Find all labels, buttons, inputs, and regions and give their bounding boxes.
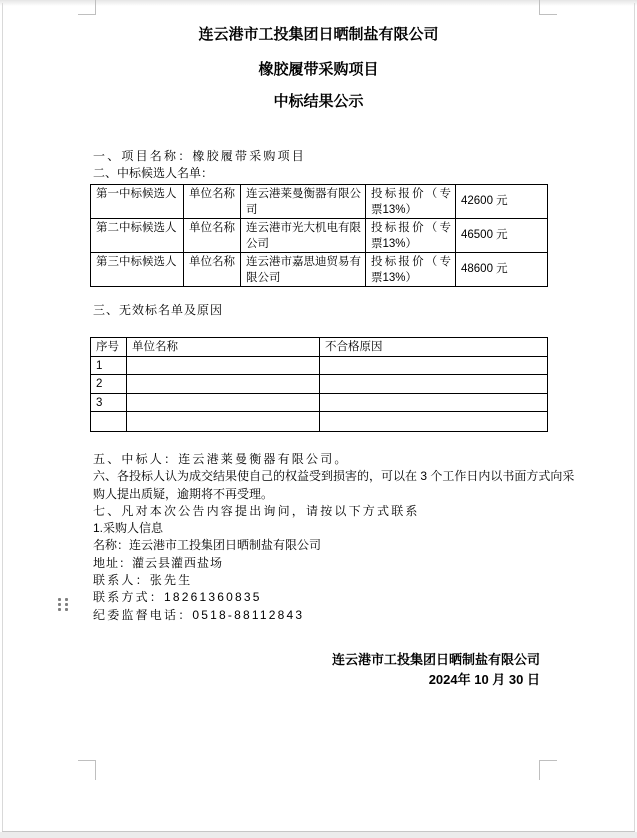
paragraph-contact-phone[interactable]: 联系方式：18261360835 (93, 590, 262, 605)
table-row (91, 393, 548, 412)
table-cell[interactable]: 42600 元 (456, 185, 548, 219)
table-cell[interactable] (320, 356, 548, 375)
margin-crop-mark-bottom-right (539, 760, 557, 780)
table-row (91, 412, 548, 432)
table-row (91, 356, 548, 375)
doc-title-project[interactable]: 橡胶履带采购项目 (258, 61, 379, 78)
candidates-table (90, 184, 548, 287)
page-left-edge (2, 3, 3, 831)
table-cell[interactable]: 48600 元 (456, 253, 548, 287)
page-right-edge (634, 3, 635, 831)
column-header[interactable]: 序号 (91, 338, 127, 357)
paragraph-candidate-list-label[interactable]: 二、中标候选人名单： (93, 166, 214, 180)
column-header[interactable]: 不合格原因 (320, 338, 548, 357)
signature-block (332, 650, 540, 690)
table-row (91, 253, 548, 287)
table-cell[interactable]: 连云港市嘉思迪贸易有限公司 (241, 253, 366, 287)
table-cell[interactable] (91, 412, 127, 432)
table-cell[interactable]: 第一中标候选人 (91, 185, 184, 219)
intro-paragraphs (93, 148, 306, 182)
table-cell[interactable]: 单位名称 (184, 219, 241, 253)
footer-company[interactable]: 连云港市工投集团日晒制盐有限公司 (331, 652, 540, 667)
margin-crop-mark-top-right (539, 0, 557, 15)
table-cell[interactable]: 46500 元 (456, 219, 548, 253)
paragraph-inquiry[interactable]: 七、凡对本次公告内容提出询问，请按以下方式联系 (93, 503, 420, 518)
table-cell[interactable]: 单位名称 (184, 185, 241, 219)
paragraph-objection-1[interactable]: 六、各投标人认为成交结果使自己的权益受到损害的，可以在 3 个工作日内以书面方式向采 (93, 469, 575, 484)
paragraph-purchaser-name[interactable]: 名称：连云港市工投集团日晒制盐有限公司 (93, 538, 322, 553)
table-row (91, 185, 548, 219)
paragraph-supervision-phone[interactable]: 纪委监督电话：0518-88112843 (93, 607, 305, 622)
paragraph-winner[interactable]: 五、中标人：连云港莱曼衡器有限公司。 (93, 452, 349, 466)
doc-title-notice[interactable]: 中标结果公示 (273, 93, 364, 110)
paragraph-address[interactable]: 地址：灌云县灌西盐场 (93, 555, 224, 570)
paragraph-purchaser-info-label[interactable]: 1.采购人信息 (93, 521, 164, 536)
footer-date[interactable]: 2024年 10 月 30 日 (428, 672, 540, 687)
table-cell[interactable] (320, 375, 548, 394)
table-cell[interactable] (127, 356, 320, 375)
paragraph-contact-person[interactable]: 联系人：张先生 (93, 573, 193, 588)
table-cell[interactable]: 3 (91, 393, 127, 412)
table-cell[interactable] (320, 393, 548, 412)
table-row (91, 375, 548, 394)
table-cell[interactable] (127, 393, 320, 412)
page-bottom-shadow (0, 832, 637, 838)
table-cell[interactable]: 1 (91, 356, 127, 375)
column-header[interactable]: 单位名称 (127, 338, 320, 357)
doc-title-company[interactable]: 连云港市工投集团日晒制盐有限公司 (198, 26, 439, 43)
invalid-bids-table (90, 337, 548, 432)
table-cell[interactable]: 单位名称 (184, 253, 241, 287)
table-header-row (91, 338, 548, 357)
notes-paragraphs (93, 451, 574, 624)
table-cell[interactable]: 投标报价（专票13%） (366, 253, 456, 287)
table-row (91, 219, 548, 253)
table-cell[interactable]: 连云港莱曼衡器有限公司 (241, 185, 366, 219)
table-cell[interactable]: 第三中标候选人 (91, 253, 184, 287)
paragraph-objection-2[interactable]: 购人提出质疑，逾期将不再受理。 (93, 486, 274, 501)
table-cell[interactable]: 连云港市光大机电有限公司 (241, 219, 366, 253)
section-invalid-bids-heading[interactable]: 三、无效标名单及原因 (93, 303, 224, 317)
table-cell[interactable] (127, 412, 320, 432)
table-cell[interactable]: 2 (91, 375, 127, 394)
paragraph-project-name[interactable]: 一、项目名称：橡胶履带采购项目 (93, 149, 307, 163)
table-cell[interactable]: 投标报价（专票13%） (366, 185, 456, 219)
table-cell[interactable] (320, 412, 548, 432)
table-cell[interactable]: 投标报价（专票13%） (366, 219, 456, 253)
drag-handle-icon[interactable] (58, 598, 68, 611)
margin-crop-mark-top-left (78, 0, 96, 15)
table-cell[interactable]: 第二中标候选人 (91, 219, 184, 253)
margin-crop-mark-bottom-left (78, 760, 96, 780)
table-cell[interactable] (127, 375, 320, 394)
